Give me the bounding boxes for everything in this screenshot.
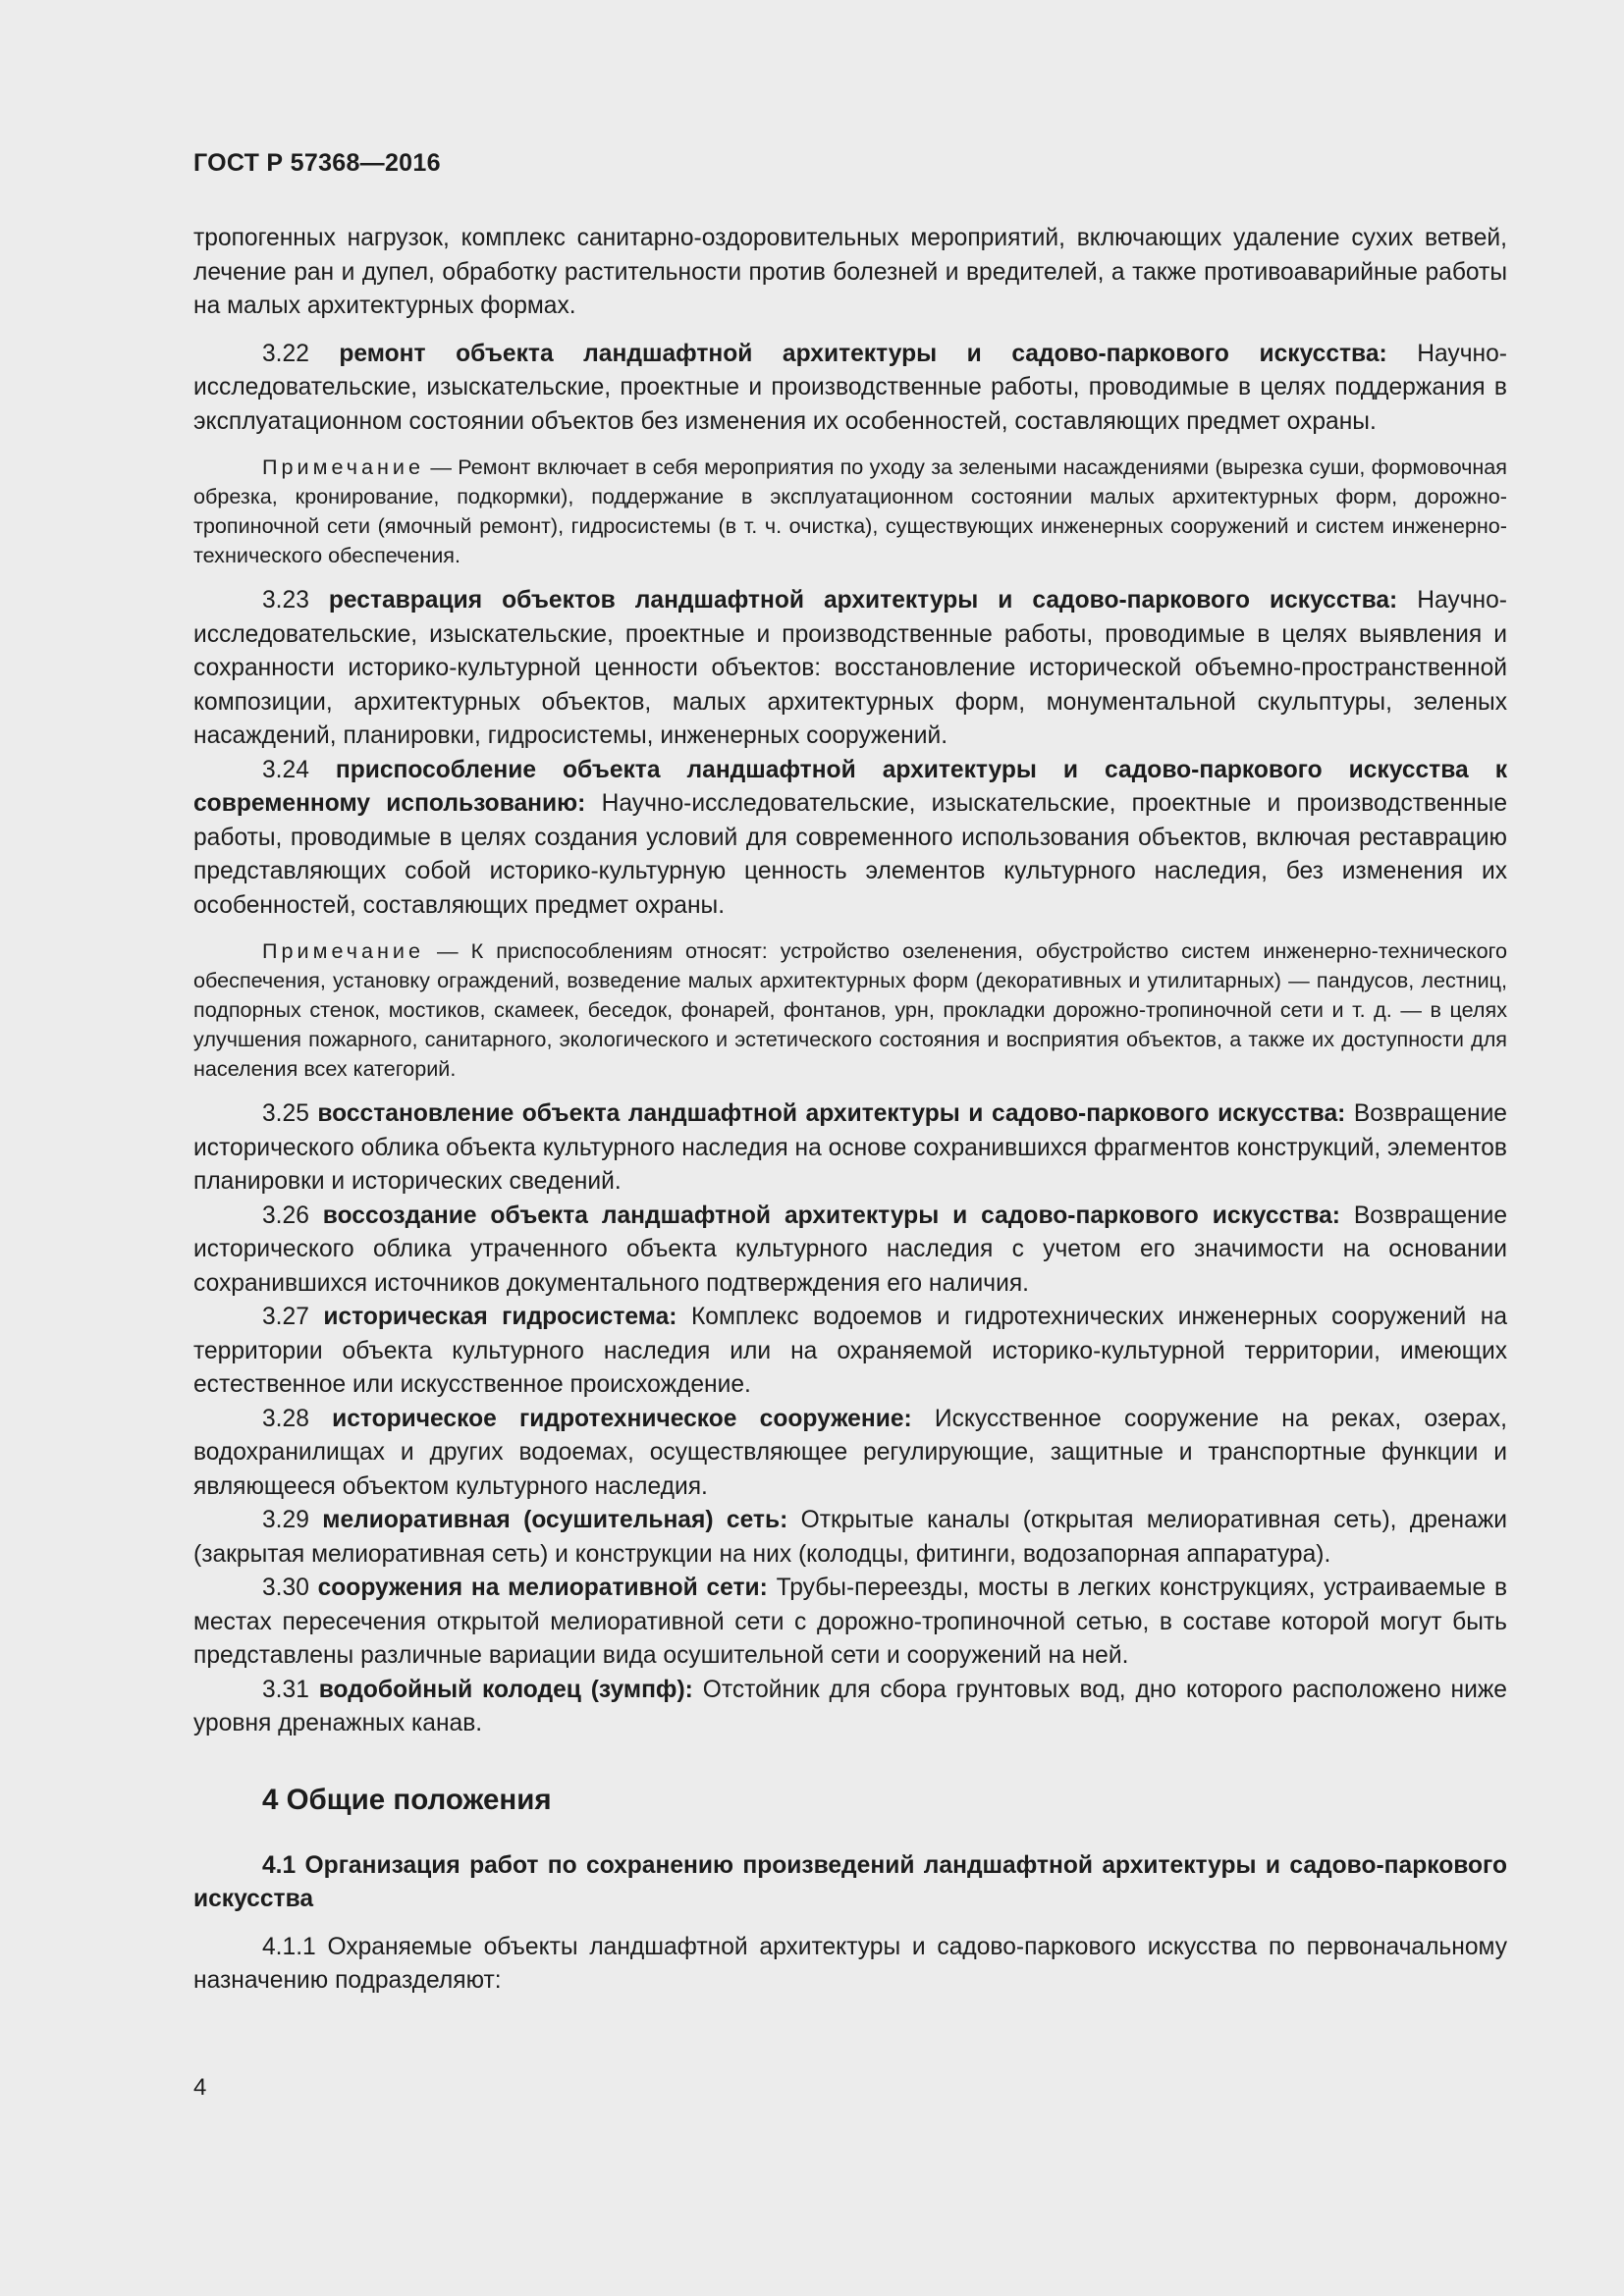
term-definition: Научно-исследовательские, изыскательские, проектные и производственные работы, проводимые в целях поддержания в эксплуатационном состоянии объектов без изменения их особенностей, составляющих предмет охраны. <box>193 340 1507 435</box>
term-definition: Трубы-переезды, мосты в легких конструкциях, устраиваемые в местах пересечения открытой мелиоративной сети с дорожно-тропиночной сетью, в составе которой могут быть представлены различные вариации вида осушительной сети и сооружений на ней. <box>193 1575 1508 1669</box>
term-title: ремонт объекта ландшафтной архитектуры и садово-паркового искусства: <box>339 340 1387 367</box>
term-definition: Комплекс водоемов и гидротехнических инженерных сооружений на территории объекта культурного наследия или на охраняемой историко-культурной территории, имеющих естественное или искусственное происхождение. <box>193 1304 1508 1398</box>
term-3-30 <box>193 1572 1507 1674</box>
term-3-28 <box>193 1403 1507 1505</box>
term-3-29 <box>193 1504 1507 1572</box>
note-3-22 <box>193 453 1507 570</box>
clause-4-1-1: 4.1.1 Охраняемые объекты ландшафтной архитектуры и садово-паркового искусства по первоначальному назначению подразделяют: <box>193 1933 1507 1994</box>
term-title: историческое гидротехническое сооружение: <box>332 1405 912 1432</box>
term-title: историческая гидросистема: <box>323 1304 677 1330</box>
term-3-26 <box>193 1200 1507 1302</box>
term-definition: Научно-исследовательские, изыскательские, проектные и производственные работы, проводимые в целях создания условий для современного использования объектов, включая реставрацию представляющих собой историко-культурную ценность элементов культурного наследия, без изменения их особенностей, составляющих предмет охраны. <box>193 790 1508 919</box>
note-3-24 <box>193 936 1507 1084</box>
term-3-25 <box>193 1097 1507 1200</box>
term-3-27 <box>193 1301 1507 1403</box>
term-3-23 <box>193 584 1507 754</box>
term-definition: Отстойник для сбора грунтовых вод, дно которого расположено ниже уровня дренажных канав. <box>193 1676 1507 1736</box>
term-title: воссоздание объекта ландшафтной архитектуры и садово-паркового искусства: <box>322 1201 1340 1229</box>
term-number: 3.26 <box>262 1201 323 1229</box>
term-number: 3.29 <box>262 1507 323 1533</box>
note-text: — К приспособлениям относят: устройство озеленения, обустройство систем инженерно-технического обеспечения, установку ограждений, возведение малых архитектурных форм (декоративных и утилитарных) — пандусов, лестниц, подпорных стенок, мостиков, скамеек, беседок, фонарей, фонтанов, урн, прокладки дорожно-тропиночной сети и т. д. — в целях улучшения пожарного, санитарного, экологического и эстетического состояния и восприятия объектов, а также их доступности для населения всех категорий. <box>193 938 1507 1081</box>
term-title: приспособление объекта ландшафтной архитектуры и садово-паркового искусства к современному использованию: <box>193 756 1508 817</box>
term-title: восстановление объекта ландшафтной архитектуры и садово-паркового искусства: <box>317 1100 1346 1127</box>
term-definition: Искусственное сооружение на реках, озерах, водохранилищах и других водоемах, осуществляющее регулирующие, защитные и транспортные функции и являющееся объектом культурного наследия. <box>193 1405 1508 1500</box>
term-title: мелиоративная (осушительная) сеть: <box>322 1507 788 1533</box>
term-number: 3.31 <box>262 1676 319 1703</box>
note-text: — Ремонт включает в себя мероприятия по уходу за зелеными насаждениями (вырезка суши, формовочная обрезка, кронирование, подкормки), поддержание в эксплуатационном состоянии малых архитектурных форм, дорожно-тропиночной сети (ямочный ремонт), гидросистемы (в т. ч. очистка), существующих инженерных сооружений и систем инженерно-технического обеспечения. <box>193 454 1507 567</box>
note-label: Примечание <box>262 454 424 479</box>
term-3-24 <box>193 754 1507 924</box>
document-header: ГОСТ Р 57368—2016 <box>193 149 441 177</box>
term-number: 3.27 <box>262 1304 324 1330</box>
term-number: 3.28 <box>262 1405 333 1432</box>
term-number: 3.25 <box>262 1100 318 1127</box>
term-title: сооружения на мелиоративной сети: <box>317 1575 768 1601</box>
term-3-31 <box>193 1674 1507 1741</box>
subsection-4-1-title: 4.1 Организация работ по сохранению произведений ландшафтной архитектуры и садово-паркового искусства <box>193 1851 1507 1912</box>
term-number: 3.22 <box>262 340 340 367</box>
term-3-22 <box>193 338 1507 440</box>
page-number: 4 <box>193 2074 207 2101</box>
section-4-title: 4 Общие положения <box>262 1783 552 1816</box>
term-definition: Возвращение исторического облика объекта культурного наследия на основе сохранившихся фрагментов конструкций, элементов планировки и исторических сведений. <box>193 1100 1507 1195</box>
term-number: 3.23 <box>262 587 329 614</box>
term-definition: Открытые каналы (открытая мелиоративная сеть), дренажи (закрытая мелиоративная сеть) и конструкции на них (колодцы, фитинги, водозапорная аппаратура). <box>193 1507 1507 1568</box>
term-title: реставрация объектов ландшафтной архитектуры и садово-паркового искусства: <box>328 587 1398 614</box>
term-definition: Научно-исследовательские, изыскательские, проектные и производственные работы, проводимые в целях выявления и сохранности историко-культурной ценности объектов: восстановление исторической объемно-пространственной композиции, архитектурных объектов, малых архитектурных форм, монументальной скульптуры, зеленых насаждений, планировки, гидросистемы, инженерных сооружений. <box>193 587 1507 749</box>
document-body <box>193 222 1507 1999</box>
paragraph-continuation: тропогенных нагрузок, комплекс санитарно-оздоровительных мероприятий, включающих удаление сухих ветвей, лечение ран и дупел, обработку растительности против болезней и вредителей, а также противоаварийные работы на малых архитектурных формах. <box>193 225 1507 319</box>
term-number: 3.30 <box>262 1575 318 1601</box>
note-label: Примечание <box>262 938 424 963</box>
term-title: водобойный колодец (зумпф): <box>318 1676 693 1703</box>
term-number: 3.24 <box>262 756 336 783</box>
term-definition: Возвращение исторического облика утраченного объекта культурного наследия с учетом его значимости на основании сохранившихся источников документального подтверждения его наличия. <box>193 1201 1507 1297</box>
